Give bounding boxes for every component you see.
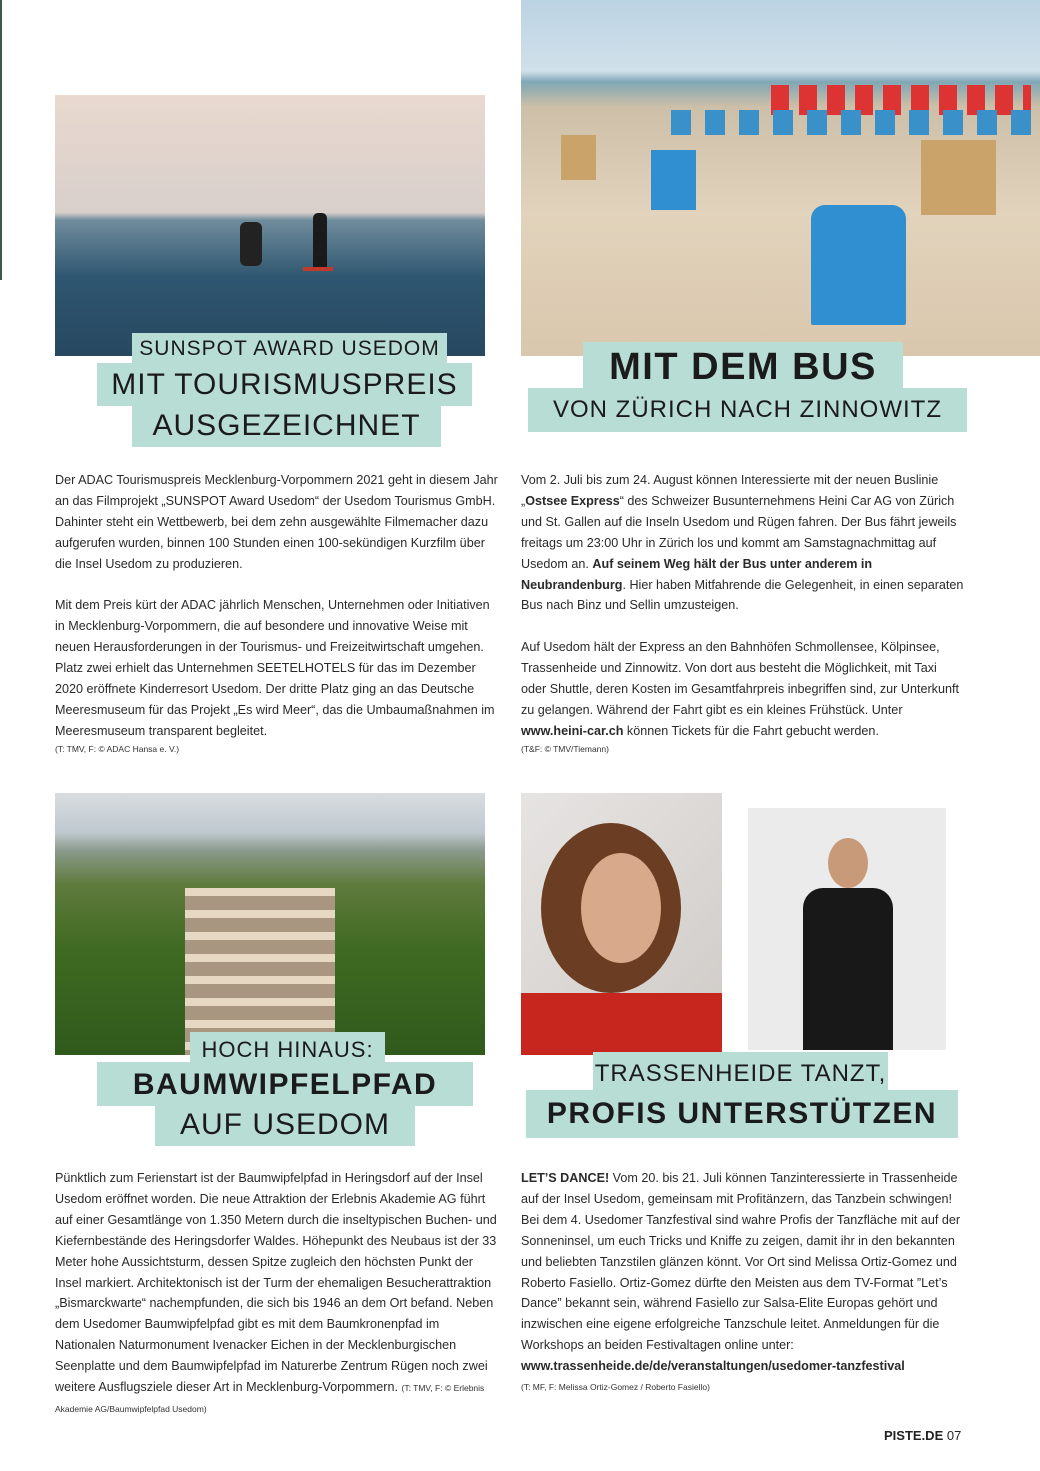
website-link[interactable]: www.heini-car.ch [521,723,624,738]
page-edge [0,0,2,280]
paragraph [55,1168,499,1419]
paragraph: Der ADAC Tourismuspreis Mecklenburg-Vorpommern 2021 geht in diesem Jahr an das Filmprojekt „SUNSPOT Award Usedom“ der Usedom Tourismus GmbH. Dahinter steht ein Wettbewerb, bei dem zehn ausgewählte Filmemacher dazu aufgerufen wurden, binnen 100 Stunden einen 100-sekündigen Kurzfilm über die Insel Usedom zu produzieren. [55,473,498,571]
paragraph: Mit dem Preis kürt der ADAC jährlich Menschen, Unternehmen oder Initiativen in Mecklenburg-Vorpommern, die auf besondere und innovative Weise mit neuen Herausforderungen in der Tourismus- und Freizeitwirtschaft umgehen. Platz zwei erhielt das Unternehmen SEETELHOTELS für das im Dezember 2020 eröffnete Kinderresort Usedom. Der dritte Platz ging an das Deutsche Meeresmuseum für das Projekt „Es wird Meer“, das die Umbaumaßnahmen im Meeresmuseum transparent begleitet. [55,598,495,738]
headline-title: AUF USEDOM [155,1104,415,1146]
article-body [521,1168,965,1394]
paragraph [521,470,965,616]
treetop-tower-photo [55,793,485,1055]
page-footer [884,1428,961,1443]
brand: PISTE.DE [884,1428,944,1443]
photo-credit: (T: TMV, F: © Erlebnis Akademie AG/Baumwipfelpfad Usedom) [55,1383,485,1414]
photo-credit: (T: TMV, F: © ADAC Hansa e. V.) [55,743,180,754]
text: Auf Usedom hält der Express an den Bahnhöfen Schmollensee, Kölpinsee, Trassenheide und Zinnowitz. Von dort aus besteht die Möglichkeit, mit Taxi oder Shuttle, deren Kosten im Gesamtfahrpreis inbegriffen sind, zur Unterkunft zu gelangen. Während der Fahrt gibt es ein kleines Frühstück. Unter [521,640,959,717]
bold-text: Ostsee Express [525,493,620,508]
headline-kicker: HOCH HINAUS: [190,1032,385,1067]
sea-photo [55,95,485,356]
headline-title: BAUMWIPFELPFAD [97,1062,473,1106]
headline-subtitle: VON ZÜRICH NACH ZINNOWITZ [528,388,967,432]
website-link[interactable]: www.trassenheide.de/de/veranstaltungen/usedomer-tanzfestival [521,1359,905,1374]
beach-chairs-photo [521,0,1040,356]
paragraph [521,1168,965,1377]
lead-text: LET’S DANCE! [521,1171,610,1185]
headline-kicker: SUNSPOT AWARD USEDOM [132,333,447,364]
bold-text: Auf seinem Weg hält der Bus unter anderem in Neubrandenburg [521,556,873,592]
article-body [55,470,499,756]
article-body [55,1168,499,1419]
paragraph [521,637,965,742]
headline-title: MIT TOURISMUSPREIS [97,363,472,406]
text: Vom 20. bis 21. Juli können Tanzinteressierte in Trassenheide auf der Insel Usedom, gemeinsam mit Profitänzern, das Tanzbein schwingen! Bei dem 4. Usedomer Tanzfestival sind wahre Profis der Tanzfläche mit auf der Sonneninsel, um euch Tricks und Kniffe zu zeigen, damit ihr in den bekannten und beliebten Tanzstilen glänzen könnt. Vor Ort sind Melissa Ortiz-Gomez und Roberto Fasiello. Ortiz-Gomez dürfte den Meisten aus dem TV-Format ”Let’s Dance” bekannt sein, während Fasiello zur Salsa-Elite Europas gehört und inzwischen eine eigene erfolgreiche Tanzschule leitet. Anmeldungen für die Workshops an beiden Festivaltagen online unter: [521,1171,961,1353]
headline-title: PROFIS UNTERSTÜTZEN [526,1090,958,1138]
text: Pünktlich zum Ferienstart ist der Baumwipfelpfad in Heringsdorf auf der Insel Usedom eröffnet worden. Die neue Attraktion der Erlebnis Akademie AG führt auf einer Gesamtlänge von 1.350 Metern durch die inseltypischen Buchen- und Kiefernbestände des Heringsdorfer Waldes. Höhepunkt des Neubaus ist der 33 Meter hohe Aussichtsturm, dessen Spitze zugleich den höchsten Punkt der Insel markiert. Architektonisch ist der Turm der ehemaligen Besucherattraktion „Bismarckwarte“ nachempfunden, die sich bis 1946 an dem Ort befand. Neben dem Usedomer Baumwipfelpfad gibt es mit dem Baumkronenpfad im Nationalen Naturmonument Ivenacker Eichen in der Mecklenburgischen Seenplatte und dem Baumwipfelpfad im Naturerbe Zentrum Rügen noch zwei weitere Ausflugsziele dieser Art in Mecklenburg-Vorpommern. [55,1171,497,1395]
headline-title: MIT DEM BUS [583,342,903,390]
page-number: 07 [946,1428,962,1443]
photo-credit: (T&F: © TMV/Tiemann) [521,743,609,754]
dancer-man-photo [748,808,946,1050]
article-body [521,470,965,756]
dancer-woman-photo [521,793,722,1055]
headline-title: AUSGEZEICHNET [132,405,441,447]
text: . Hier haben Mitfahrende die Gelegenheit, in einen separaten Bus nach Binz und Sellin umzusteigen. [521,577,964,613]
text: “ des Schweizer Busunternehmens Heini Car AG von Zürich und St. Gallen auf die Inseln Usedom und Rügen fahren. Der Bus fährt jeweils freitags um 23:00 Uhr in Zürich los und kommt am Samstagnachmittag auf Usedom an. [521,493,957,571]
headline-kicker: TRASSENHEIDE TANZT, [593,1052,888,1094]
text: Vom 2. Juli bis zum 24. August können Interessierte mit der neuen Buslinie „ [521,473,939,508]
photo-credit: (T: MF, F: Melissa Ortiz-Gomez / Roberto Fasiello) [521,1382,710,1393]
text: können Tickets für die Fahrt gebucht werden. [623,723,879,738]
